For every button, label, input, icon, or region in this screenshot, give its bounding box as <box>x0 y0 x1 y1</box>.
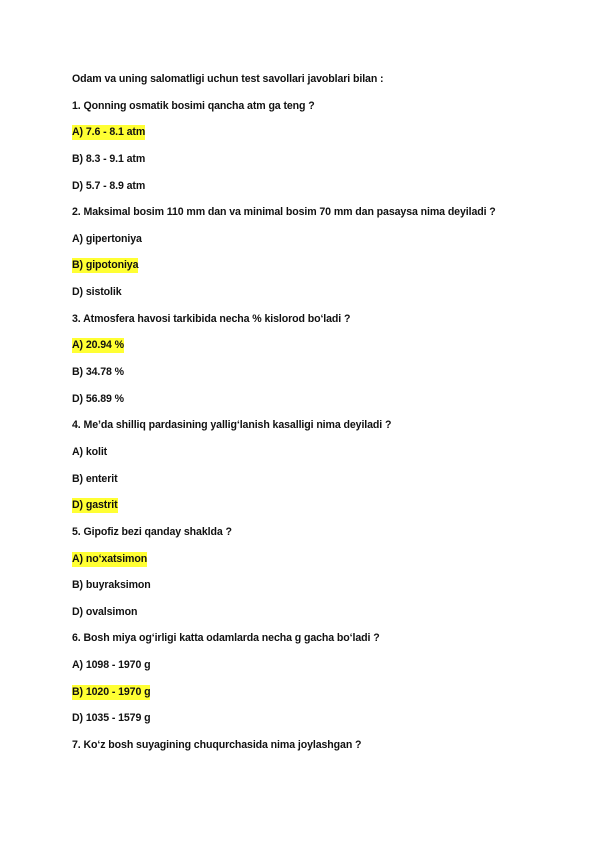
highlighted-answer: D) gastrit <box>72 499 118 512</box>
answer-option: B) 34.78 % <box>72 366 124 379</box>
highlighted-answer: A) 7.6 - 8.1 atm <box>72 126 146 139</box>
question-6: 6. Bosh miya og‘irligi katta odamlarda necha g gacha bo‘ladi ? <box>72 632 380 645</box>
answer-option <box>72 258 532 272</box>
highlighted-answer: A) no‘xatsimon <box>72 552 148 565</box>
answer-option: B) 8.3 - 9.1 atm <box>72 152 146 165</box>
answer-option: B) buyraksimon <box>72 579 151 592</box>
answer-option: D) ovalsimon <box>72 605 138 618</box>
answer-option: A) 1098 - 1970 g <box>72 659 151 672</box>
highlighted-answer: A) 20.94 % <box>72 339 124 352</box>
question-7: 7. Ko‘z bosh suyagining chuqurchasida nima joylashgan ? <box>72 739 362 752</box>
answer-option: A) gipertoniya <box>72 232 142 245</box>
highlighted-answer: B) 1020 - 1970 g <box>72 685 151 698</box>
question-4: 4. Me’da shilliq pardasining yallig‘lanish kasalligi nima deyiladi ? <box>72 419 392 432</box>
highlighted-answer: B) gipotoniya <box>72 259 139 272</box>
answer-option: A) kolit <box>72 445 108 458</box>
answer-option: D) 1035 - 1579 g <box>72 712 151 725</box>
document-title: Odam va uning salomatligi uchun test savollari javoblari bilan : <box>72 73 384 85</box>
answer-option <box>72 498 532 512</box>
answer-option: B) enterit <box>72 472 118 485</box>
answer-option: D) sistolik <box>72 286 122 299</box>
question-3: 3. Atmosfera havosi tarkibida necha % kislorod bo‘ladi ? <box>72 312 351 325</box>
answer-option <box>72 552 532 566</box>
document-page <box>72 72 532 765</box>
answer-option: D) 5.7 - 8.9 atm <box>72 179 146 192</box>
question-5: 5. Gipofiz bezi qanday shaklda ? <box>72 525 232 538</box>
question-2: 2. Maksimal bosim 110 mm dan va minimal bosim 70 mm dan pasaysa nima deyiladi ? <box>72 206 496 219</box>
answer-option <box>72 338 532 352</box>
answer-option: D) 56.89 % <box>72 392 124 405</box>
answer-option <box>72 685 532 699</box>
answer-option <box>72 125 532 139</box>
question-1: 1. Qonning osmatik bosimi qancha atm ga teng ? <box>72 99 315 112</box>
